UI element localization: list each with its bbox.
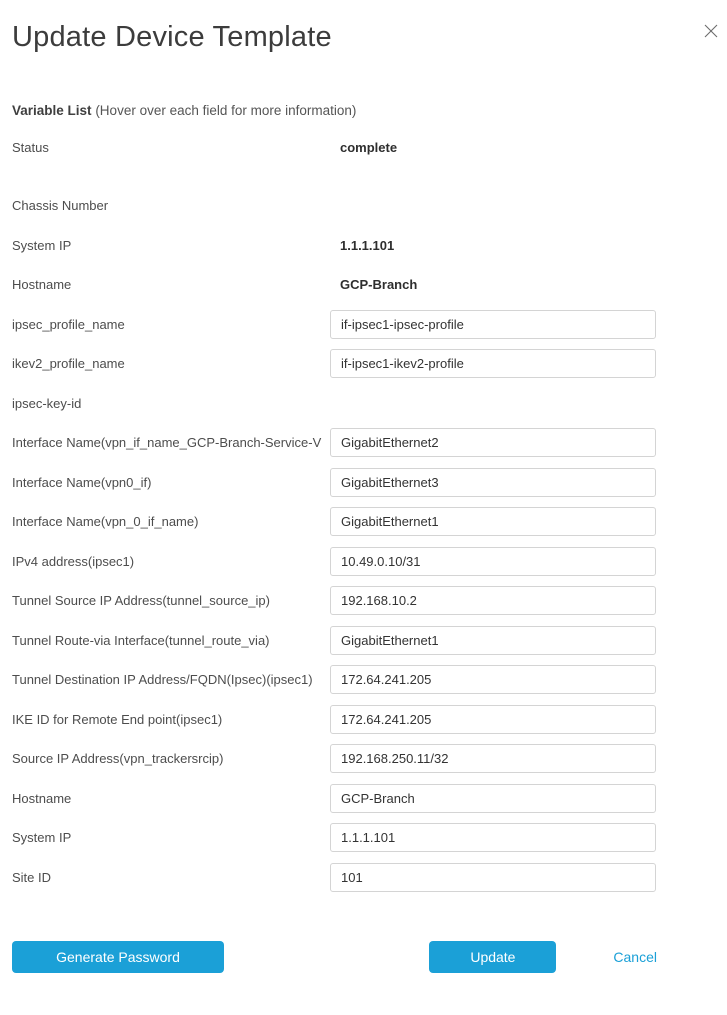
field-label: System IP <box>12 237 72 253</box>
field-input[interactable] <box>330 705 656 734</box>
field-label: System IP <box>12 830 72 845</box>
form-row <box>12 270 715 299</box>
field-input[interactable] <box>330 310 656 339</box>
form-row <box>12 744 715 773</box>
field-label: Site ID <box>12 869 52 885</box>
update-device-template-dialog <box>0 18 727 1015</box>
field-label: Tunnel Destination IP Address/FQDN(Ipsec)(ipsec1) <box>12 672 313 687</box>
field-label: Tunnel Source IP Address(tunnel_source_ip) <box>12 593 270 608</box>
cancel-link[interactable]: Cancel <box>613 948 657 965</box>
dialog-footer <box>12 941 715 973</box>
form-row <box>12 665 715 694</box>
field-label: Status <box>12 140 49 155</box>
field-label: Interface Name(vpn_if_name_GCP-Branch-Service-V <box>12 435 322 450</box>
field-input[interactable] <box>330 507 656 536</box>
field-input[interactable] <box>330 784 656 813</box>
field-label: IPv4 address(ipsec1) <box>12 553 135 569</box>
field-input[interactable] <box>330 626 656 655</box>
field-input[interactable] <box>330 744 656 773</box>
field-label: Chassis Number <box>12 198 109 213</box>
field-label: ipsec_profile_name <box>12 316 125 332</box>
footer-right-group <box>429 941 657 973</box>
update-button[interactable]: Update <box>429 941 556 973</box>
field-label: ikev2_profile_name <box>12 356 125 371</box>
form-row <box>12 389 715 418</box>
field-label: ipsec-key-id <box>12 395 82 411</box>
field-input[interactable] <box>330 349 656 378</box>
generate-password-button[interactable]: Generate Password <box>12 941 224 973</box>
dialog-title: Update Device Template <box>12 21 332 53</box>
field-input[interactable] <box>330 863 656 892</box>
form-row <box>12 349 715 378</box>
field-label: Interface Name(vpn_0_if_name) <box>12 514 199 529</box>
form-row <box>12 428 715 457</box>
form-row <box>12 784 715 813</box>
field-label: Interface Name(vpn0_if) <box>12 474 152 490</box>
field-label: Hostname <box>12 790 72 806</box>
form-row <box>12 310 715 339</box>
field-input[interactable] <box>330 547 656 576</box>
field-input[interactable] <box>330 586 656 615</box>
form-row <box>12 586 715 615</box>
field-label: Hostname <box>12 277 72 292</box>
form-row <box>12 705 715 734</box>
variable-list-header <box>12 102 715 119</box>
field-value: GCP-Branch <box>340 277 418 292</box>
form-row <box>12 626 715 655</box>
field-input[interactable] <box>330 665 656 694</box>
form-row <box>12 133 715 162</box>
field-label: IKE ID for Remote End point(ipsec1) <box>12 711 223 727</box>
form-row <box>12 507 715 536</box>
field-input[interactable] <box>330 428 656 457</box>
form-row <box>12 547 715 576</box>
variable-list-heading: Variable List <box>12 103 92 118</box>
field-input[interactable] <box>330 468 656 497</box>
variable-list-rows <box>12 133 715 892</box>
form-row <box>12 231 715 260</box>
form-row <box>12 823 715 852</box>
form-row <box>12 468 715 497</box>
field-value: 1.1.1.101 <box>340 237 395 253</box>
form-row <box>12 863 715 892</box>
variable-list-hint: (Hover over each field for more information) <box>95 103 357 118</box>
close-icon[interactable] <box>703 23 719 39</box>
field-label: Source IP Address(vpn_trackersrcip) <box>12 751 224 766</box>
field-value: complete <box>340 140 398 155</box>
form-row <box>12 191 715 220</box>
field-label: Tunnel Route-via Interface(tunnel_route_via) <box>12 632 270 648</box>
field-input[interactable] <box>330 823 656 852</box>
